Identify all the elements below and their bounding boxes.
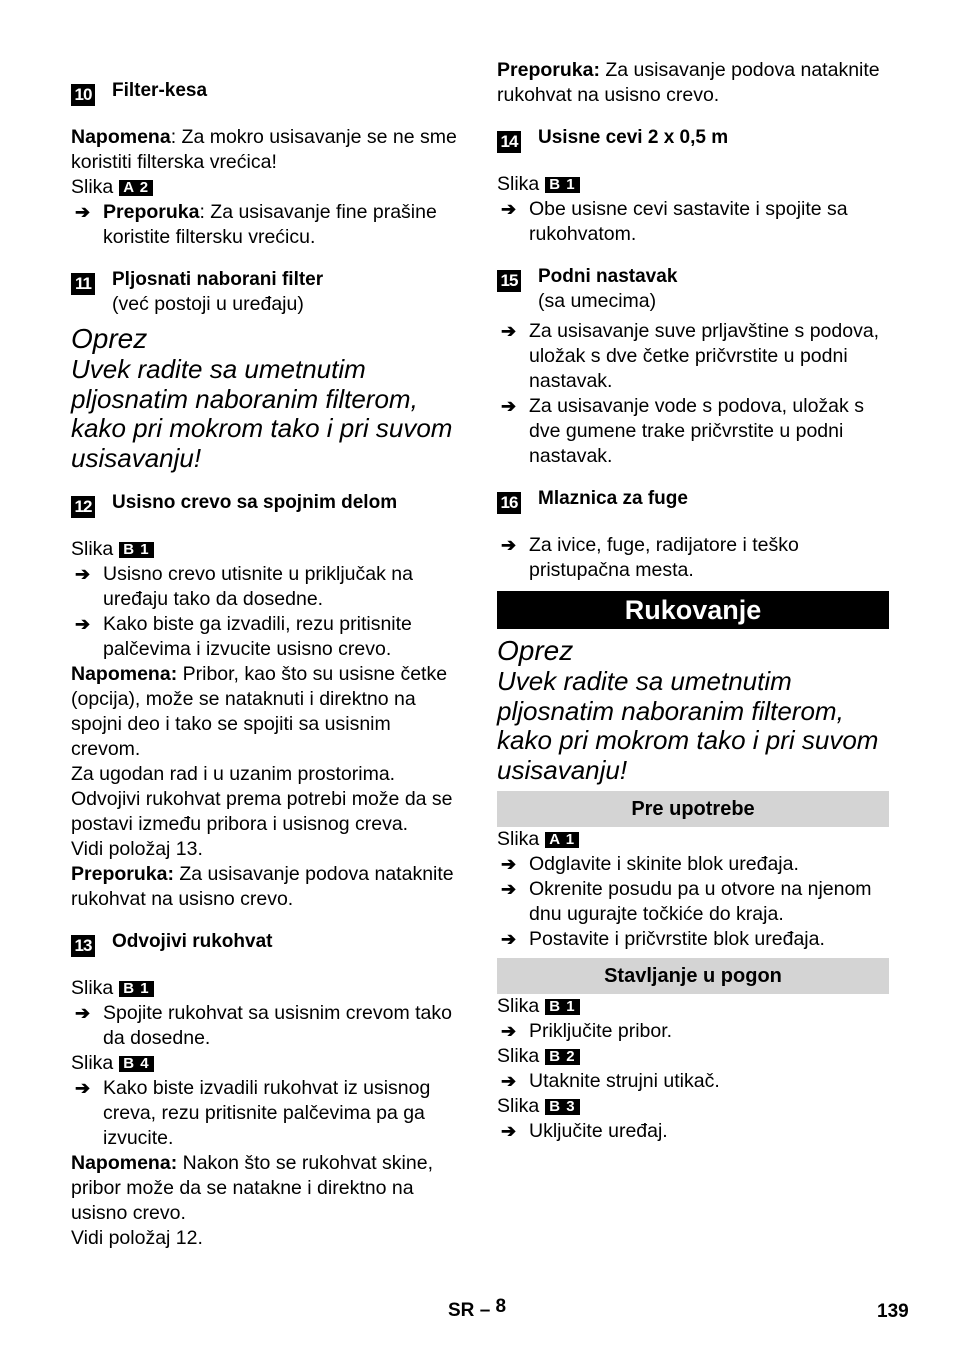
figure-tag: B 1 (119, 981, 153, 997)
arrow-icon: ➔ (75, 1003, 91, 1023)
chapter-heading: Rukovanje (497, 591, 889, 629)
note: Napomena: Pribor, kao što su usisne četke (opcija), može se nataknuti i direktno na spojni deo i tako se spojiti sa usisnim crevom. (71, 663, 448, 760)
section-title: Usisno crevo sa spojnim delom (112, 492, 398, 513)
subsection-heading: Stavljanje u pogon (497, 958, 889, 994)
section-number: 15 (497, 270, 521, 292)
arrow-icon: ➔ (501, 879, 517, 899)
section-number: 10 (71, 84, 95, 106)
section-title: Mlaznica za fuge (538, 488, 688, 509)
arrow-icon: ➔ (501, 929, 517, 949)
note: Napomena: Nakon što se rukohvat skine, pribor može da se natakne i direktno na usisno crevo. (71, 1152, 433, 1224)
caution-title: Oprez (71, 323, 148, 354)
figure-tag: B 2 (545, 1049, 579, 1065)
list-item: ➔ Za usisavanje vode s podova, uložak s dve gumene trake pričvrstite u podni nastavak. (501, 395, 864, 467)
list-item: ➔ Utaknite strujni utikač. (501, 1070, 720, 1092)
list-item: ➔ Postavite i pričvrstite blok uređaja. (501, 928, 825, 950)
paragraph: Vidi položaj 12. (71, 1227, 203, 1249)
arrow-icon: ➔ (501, 1121, 517, 1141)
section-13 (71, 929, 459, 954)
recommendation: Preporuka: Za usisavanje podova nataknite rukohvat na usisno crevo. (71, 863, 454, 910)
note: Napomena: Za mokro usisavanje se ne sme koristiti filterska vrećica! (71, 126, 457, 173)
arrow-icon: ➔ (501, 854, 517, 874)
page-number: 139 (877, 1301, 909, 1322)
list-item: ➔ Priključite pribor. (501, 1020, 673, 1042)
list-item: ➔ Kako biste ga izvadili, rezu pritisnite palčevima i izvucite usisno crevo. (75, 613, 412, 660)
section-title: Odvojivi rukohvat (112, 931, 273, 952)
section-number: 13 (71, 935, 95, 957)
list-item: ➔ Okrenite posudu pa u otvore na njenom dnu ugurajte točkiće do kraja. (501, 878, 872, 925)
arrow-icon: ➔ (501, 535, 517, 555)
figure-ref: Slika B 1 (497, 172, 889, 197)
section-15 (497, 264, 889, 314)
section-title: Usisne cevi 2 x 0,5 m (538, 127, 729, 148)
section-12 (71, 490, 459, 515)
list-item: ➔ Usisno crevo utisnite u priključak na uređaju tako da dosedne. (75, 563, 413, 610)
arrow-icon: ➔ (501, 199, 517, 219)
figure-tag: B 1 (545, 999, 579, 1015)
caution-title: Oprez (497, 635, 574, 666)
section-number: 14 (497, 131, 521, 153)
arrow-icon: ➔ (75, 1078, 91, 1098)
figure-ref: Slika A 2 (71, 175, 459, 200)
section-number: 16 (497, 492, 521, 514)
list-item: ➔ Spojite rukohvat sa usisnim crevom tako da dosedne. (75, 1002, 452, 1049)
figure-ref: Slika B 3 (497, 1094, 889, 1119)
figure-tag: A 1 (545, 832, 579, 848)
section-title: Podni nastavak (538, 266, 678, 287)
arrow-icon: ➔ (75, 614, 91, 634)
section-11 (71, 267, 459, 317)
figure-tag: B 1 (119, 542, 153, 558)
figure-ref: Slika B 1 (497, 994, 889, 1019)
section-14 (497, 125, 889, 150)
caution-text: Uvek radite sa umetnutim pljosnatim naboranim filterom, kako pri mokrom tako i pri suvom usisavanju! (497, 666, 879, 785)
left-column (71, 58, 459, 1251)
list-item: ➔ Za ivice, fuge, radijatore i teško pristupačna mesta. (501, 534, 799, 581)
section-number: 11 (71, 273, 95, 295)
figure-tag: A 2 (119, 180, 153, 196)
subsection-heading: Pre upotrebe (497, 791, 889, 827)
list-item: ➔ Preporuka: Za usisavanje fine prašine koristite filtersku vrećicu. (75, 201, 437, 248)
figure-tag: B 1 (545, 177, 579, 193)
section-10 (71, 78, 459, 103)
figure-ref: Slika B 4 (71, 1051, 459, 1076)
section-title: Pljosnati naborani filter (112, 269, 324, 290)
figure-ref: Slika B 1 (71, 537, 459, 562)
paragraph: Odvojivi rukohvat prema potrebi može da se postavi između pribora i usisnog creva. (71, 788, 453, 835)
figure-ref: Slika B 2 (497, 1044, 889, 1069)
arrow-icon: ➔ (75, 564, 91, 584)
paragraph: Za ugodan rad i u uzanim prostorima. (71, 763, 396, 785)
figure-ref: Slika A 1 (497, 827, 889, 852)
list-item: ➔ Za usisavanje suve prljavštine s podova, uložak s dve četke pričvrstite u podni nastavak. (501, 320, 880, 392)
section-title: Filter-kesa (112, 80, 208, 101)
list-item: ➔ Odglavite i skinite blok uređaja. (501, 853, 799, 875)
arrow-icon: ➔ (501, 321, 517, 341)
arrow-icon: ➔ (75, 202, 91, 222)
list-item: ➔ Kako biste izvadili rukohvat iz usisnog creva, rezu pritisnite palčevima pa ga izvucite. (75, 1077, 431, 1149)
recommendation: Preporuka: Za usisavanje podova nataknite rukohvat na usisno crevo. (497, 59, 880, 106)
section-16 (497, 486, 889, 511)
figure-tag: B 3 (545, 1099, 579, 1115)
right-column (497, 58, 889, 1144)
arrow-icon: ➔ (501, 1021, 517, 1041)
list-item: ➔ Uključite uređaj. (501, 1120, 668, 1142)
section-subtitle: (već postoji u uređaju) (112, 293, 304, 315)
list-item: ➔ Obe usisne cevi sastavite i spojite sa rukohvatom. (501, 198, 848, 245)
caution-text: Uvek radite sa umetnutim pljosnatim naboranim filterom, kako pri mokrom tako i pri suvom usisavanju! (71, 354, 453, 473)
figure-tag: B 4 (119, 1056, 153, 1072)
arrow-icon: ➔ (501, 396, 517, 416)
section-subtitle: (sa umecima) (538, 290, 657, 312)
arrow-icon: ➔ (501, 1071, 517, 1091)
footer-section-label: SR – 8 (448, 1296, 507, 1321)
figure-ref: Slika B 1 (71, 976, 459, 1001)
paragraph: Vidi položaj 13. (71, 838, 203, 860)
section-number: 12 (71, 496, 95, 518)
